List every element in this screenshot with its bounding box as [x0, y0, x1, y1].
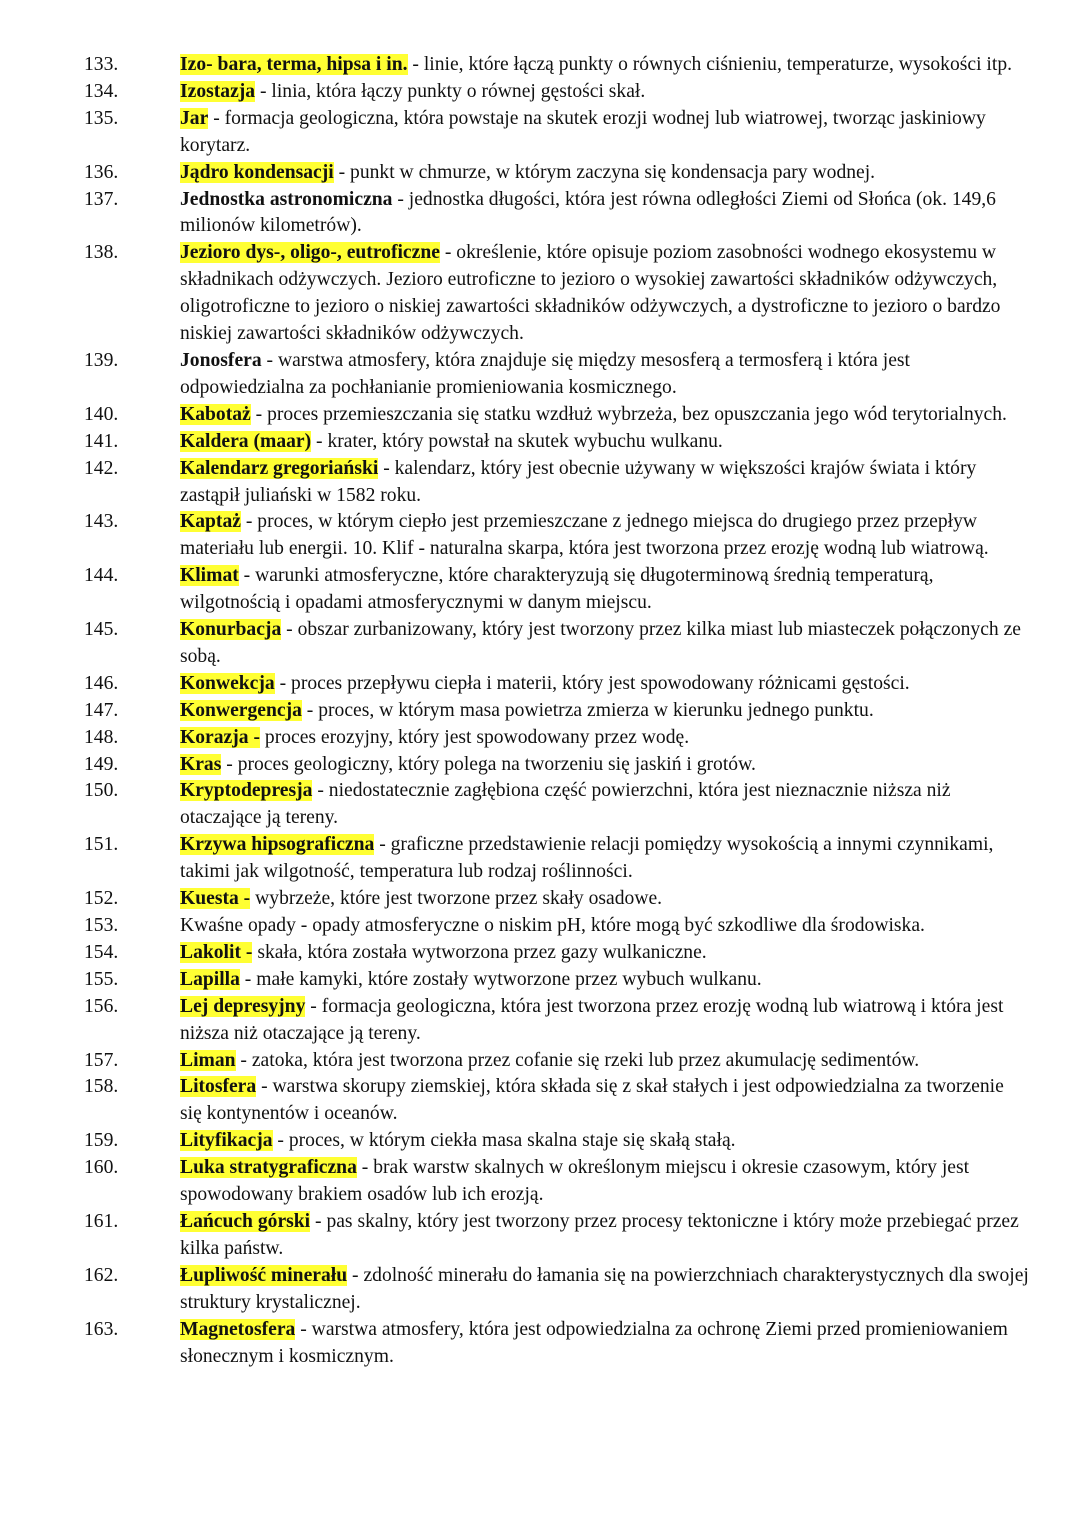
glossary-entry [84, 698, 1030, 725]
entry-text [117, 832, 1030, 886]
entry-number: 150. [84, 780, 119, 802]
entry-term: Lakolit - [180, 941, 253, 963]
entry-text [117, 1263, 1030, 1317]
entry-term: Konwergencja [180, 699, 302, 721]
entry-definition: krater, który powstał na skutek wybuchu wulkanu. [327, 430, 723, 452]
entry-definition: obszar zurbanizowany, który jest tworzony przez kilka miast lub miasteczek połączonych ze sobą. [180, 619, 1021, 667]
entry-definition: zatoka, która jest tworzona przez cofanie się rzeki lub przez akumulację sedimentów. [251, 1049, 920, 1071]
entry-number: 162. [84, 1264, 119, 1286]
entry-definition: proces erozyjny, który jest spowodowany przez wodę. [264, 726, 690, 748]
entry-definition: jednostka długości, która jest równa odległości Ziemi od Słońca (ok. 149,6 milionów kilometrów). [180, 188, 996, 237]
entry-text [117, 106, 1030, 160]
entry-text [117, 456, 1030, 510]
entry-separator: - [221, 753, 238, 775]
glossary-entry [84, 778, 1030, 832]
glossary-list [84, 52, 1030, 1370]
entry-definition: niedostatecznie zagłębiona część powierzchni, która jest nieznacznie niższa niż otaczające ją tereny. [180, 780, 951, 829]
entry-separator: - [295, 915, 313, 936]
entry-separator: - [333, 161, 351, 183]
entry-separator: - [310, 1210, 327, 1232]
entry-separator: - [239, 968, 257, 990]
entry-term: Jądro kondensacji [180, 161, 334, 183]
glossary-entry [84, 886, 1030, 913]
entry-separator: - [439, 242, 457, 264]
entry-term: Izo- bara, terma, hipsa i in. [180, 54, 408, 75]
entry-definition: wybrzeże, które jest tworzone przez skały osadowe. [255, 888, 663, 910]
entry-definition: zdolność minerału do łamania się na powierzchniach charakterystycznych dla swojej struktury krystalicznej. [180, 1264, 1029, 1313]
entry-definition: proces przepływu ciepła i materii, który jest spowodowany różnicami gęstości. [291, 672, 910, 694]
entry-definition: punkt w chmurze, w którym zaczyna się kondensacja pary wodnej. [350, 161, 876, 183]
entry-separator: - [407, 54, 424, 75]
entry-separator: - [255, 80, 272, 102]
entry-text [117, 671, 1030, 698]
entry-separator: - [347, 1264, 364, 1286]
entry-text [117, 1074, 1030, 1128]
entry-term: Jar [180, 107, 209, 129]
glossary-entry [84, 1048, 1030, 1075]
entry-definition: proces przemieszczania się statku wzdłuż wybrzeża, bez opuszczania jego wód terytorialnych. [267, 403, 1007, 425]
glossary-entry [84, 1263, 1030, 1317]
entry-term: Korazja - [180, 726, 260, 748]
entry-term: Jonosfera [180, 349, 262, 371]
entry-number: 159. [84, 1130, 119, 1152]
entry-term: Kuesta - [180, 888, 251, 910]
entry-definition: linie, które łączą punkty o równych ciśnieniu, temperaturze, wysokości itp. [423, 54, 1013, 75]
entry-term: Klimat [180, 565, 239, 587]
entry-number: 135. [84, 107, 119, 129]
entry-definition: proces, w którym masa powietrza zmierza w kierunku jednego punktu. [318, 699, 874, 721]
entry-number: 152. [84, 888, 119, 910]
entry-term: Luka stratygraficzna [180, 1157, 357, 1179]
entry-separator: - [274, 672, 292, 694]
entry-definition: określenie, które opisuje poziom zasobności wodnego ekosystemu w składnikach odżywczych. Jezioro eutroficzne to jezioro o wysokiej zawartości składników odżywczych, oligotroficzne to jezioro o niskiej zawartości składników odżywczych, a dystroficzne to jezioro o bardzo niskiej zawartości składników odżywczych. [180, 242, 1001, 345]
entry-definition: małe kamyki, które zostały wytworzone przez wybuch wulkanu. [256, 968, 762, 990]
entry-term: Lej depresyjny [180, 995, 306, 1017]
entry-number: 142. [84, 457, 119, 479]
entry-separator: - [208, 107, 225, 129]
entry-text [117, 429, 1030, 456]
entry-term: Łupliwość minerału [180, 1264, 348, 1286]
glossary-entry [84, 1155, 1030, 1209]
entry-definition: graficzne przedstawienie relacji pomiędzy wysokością a innymi czynnikami, takimi jak wilgotność, temperatura lub rodzaj roślinności. [180, 834, 994, 883]
entry-separator: - [281, 619, 298, 641]
entry-term: Litosfera [180, 1076, 257, 1098]
entry-number: 141. [84, 430, 119, 452]
entry-definition: linia, która łączy punkty o równej gęstości skał. [271, 80, 646, 102]
entry-text [117, 509, 1030, 563]
entry-term: Kwaśne opady [180, 915, 296, 936]
entry-term: Kaldera (maar) [180, 430, 312, 452]
glossary-entry [84, 79, 1030, 106]
entry-text [117, 402, 1030, 429]
entry-separator: - [272, 1130, 289, 1152]
glossary-entry [84, 187, 1030, 241]
glossary-entry [84, 1209, 1030, 1263]
entry-separator: - [301, 699, 319, 721]
entry-definition: warstwa atmosfery, która jest odpowiedzialna za ochronę Ziemi przed promieniowaniem słonecznym i kosmicznym. [180, 1318, 1008, 1367]
entry-text [117, 967, 1030, 994]
entry-term: Kaptaż [180, 511, 241, 533]
entry-definition: skała, która została wytworzona przez gazy wulkaniczne. [257, 941, 707, 963]
entry-separator: - [261, 349, 278, 371]
entry-text [117, 1209, 1030, 1263]
entry-number: 157. [84, 1049, 119, 1071]
entry-number: 154. [84, 941, 119, 963]
entry-number: 147. [84, 699, 119, 721]
entry-definition: opady atmosferyczne o niskim pH, które mogą być szkodliwe dla środowiska. [312, 915, 925, 936]
entry-text [117, 1155, 1030, 1209]
entry-text [117, 752, 1030, 779]
glossary-entry [84, 967, 1030, 994]
entry-number: 136. [84, 161, 119, 183]
entry-definition: pas skalny, który jest tworzony przez procesy tektoniczne i który może przebiegać przez kilka państw. [180, 1210, 1019, 1259]
entry-number: 137. [84, 188, 119, 210]
entry-separator: - [374, 834, 391, 856]
entry-definition: formacja geologiczna, która jest tworzona przez erozję wodną lub wiatrową i która jest niższa niż otaczające ją tereny. [180, 995, 1004, 1044]
entry-text [117, 994, 1030, 1048]
entry-definition: kalendarz, który jest obecnie używany w większości krajów świata i który zastąpił juliański w 1582 roku. [180, 457, 977, 506]
entry-term: Kras [180, 753, 222, 775]
entry-number: 151. [84, 834, 119, 856]
entry-number: 155. [84, 968, 119, 990]
entry-separator: - [238, 565, 256, 587]
entry-definition: formacja geologiczna, która powstaje na skutek erozji wodnej lub wiatrowej, tworząc jaskiniowy korytarz. [180, 107, 986, 156]
entry-number: 143. [84, 511, 119, 533]
entry-text [117, 563, 1030, 617]
glossary-entry [84, 832, 1030, 886]
entry-number: 158. [84, 1076, 119, 1098]
entry-text [117, 79, 1030, 106]
glossary-entry [84, 509, 1030, 563]
entry-text [117, 52, 1030, 79]
entry-separator: - [392, 188, 409, 210]
entry-separator: - [356, 1157, 374, 1179]
glossary-entry [84, 106, 1030, 160]
entry-separator: - [250, 403, 268, 425]
entry-separator: - [311, 430, 328, 452]
entry-number: 156. [84, 995, 119, 1017]
entry-separator: - [305, 995, 322, 1017]
glossary-entry [84, 240, 1030, 348]
glossary-entry [84, 752, 1030, 779]
entry-text [117, 348, 1030, 402]
entry-number: 139. [84, 349, 119, 371]
entry-definition: warstwa atmosfery, która znajduje się między mesosferą a termosferą i która jest odpowiedzialna za pochłanianie promieniowania kosmicznego. [180, 349, 910, 398]
entry-text [117, 187, 1030, 241]
glossary-entry [84, 913, 1030, 940]
entry-term: Kryptodepresja [180, 780, 313, 802]
glossary-entry [84, 617, 1030, 671]
glossary-entry [84, 52, 1030, 79]
glossary-entry [84, 994, 1030, 1048]
entry-term: Kalendarz gregoriański [180, 457, 379, 479]
entry-term: Jezioro dys-, oligo-, eutroficzne [180, 242, 440, 264]
glossary-entry [84, 563, 1030, 617]
entry-text [117, 160, 1030, 187]
glossary-entry [84, 160, 1030, 187]
entry-definition: brak warstw skalnych w określonym miejscu i okresie czasowym, który jest spowodowany brakiem osadów lub ich erozją. [180, 1157, 970, 1206]
entry-text [117, 913, 1030, 940]
entry-text [117, 698, 1030, 725]
entry-definition: proces, w którym ciekła masa skalna staje się skałą stałą. [288, 1130, 736, 1152]
entry-number: 153. [84, 915, 119, 936]
entry-separator: - [256, 1076, 273, 1098]
entry-term: Krzywa hipsograficzna [180, 834, 375, 856]
glossary-entry [84, 1074, 1030, 1128]
glossary-entry [84, 671, 1030, 698]
entry-term: Łańcuch górski [180, 1210, 311, 1232]
entry-number: 148. [84, 726, 119, 748]
entry-text [117, 1128, 1030, 1155]
entry-number: 138. [84, 242, 119, 264]
entry-separator: - [240, 511, 258, 533]
entry-number: 163. [84, 1318, 119, 1340]
entry-text [117, 1317, 1030, 1371]
entry-text [117, 240, 1030, 348]
entry-number: 160. [84, 1157, 119, 1179]
entry-separator: - [312, 780, 329, 802]
glossary-entry [84, 348, 1030, 402]
glossary-entry [84, 940, 1030, 967]
entry-separator: - [295, 1318, 312, 1340]
entry-number: 144. [84, 565, 119, 587]
glossary-entry [84, 1128, 1030, 1155]
entry-separator: - [235, 1049, 252, 1071]
entry-text [117, 725, 1030, 752]
glossary-entry [84, 402, 1030, 429]
entry-text [117, 1048, 1030, 1075]
entry-number: 161. [84, 1210, 119, 1232]
entry-definition: proces, w którym ciepło jest przemieszczane z jednego miejsca do drugiego przez przepływ materiału lub energii. 10. Klif - naturalna skarpa, która jest tworzona przez erozję wodną lub wiatrową. [180, 511, 989, 560]
entry-definition: warunki atmosferyczne, które charakteryzują się długoterminową średnią temperaturą, wilgotnością i opadami atmosferycznymi w danym miejscu. [180, 565, 934, 614]
entry-number: 146. [84, 672, 119, 694]
entry-number: 140. [84, 403, 119, 425]
entry-text [117, 886, 1030, 913]
entry-term: Lityfikacja [180, 1130, 273, 1152]
entry-term: Konurbacja [180, 619, 282, 641]
entry-term: Kabotaż [180, 403, 251, 425]
entry-text [117, 617, 1030, 671]
entry-term: Magnetosfera [180, 1318, 296, 1340]
entry-definition: warstwa skorupy ziemskiej, która składa się z skał stałych i jest odpowiedzialna za tworzenie się kontynentów i oceanów. [180, 1076, 1004, 1125]
entry-text [117, 940, 1030, 967]
glossary-entry [84, 725, 1030, 752]
entry-number: 149. [84, 753, 119, 775]
entry-term: Jednostka astronomiczna [180, 188, 393, 210]
entry-term: Lapilla [180, 968, 240, 990]
entry-term: Izostazja [180, 80, 256, 102]
glossary-entry [84, 1317, 1030, 1371]
entry-definition: proces geologiczny, który polega na tworzeniu się jaskiń i grotów. [237, 753, 756, 775]
entry-number: 133. [84, 54, 119, 75]
entry-term: Konwekcja [180, 672, 275, 694]
entry-term: Liman [180, 1049, 236, 1071]
entry-text [117, 778, 1030, 832]
entry-number: 145. [84, 619, 119, 641]
glossary-entry [84, 429, 1030, 456]
entry-number: 134. [84, 80, 119, 102]
glossary-entry [84, 456, 1030, 510]
entry-separator: - [378, 457, 395, 479]
